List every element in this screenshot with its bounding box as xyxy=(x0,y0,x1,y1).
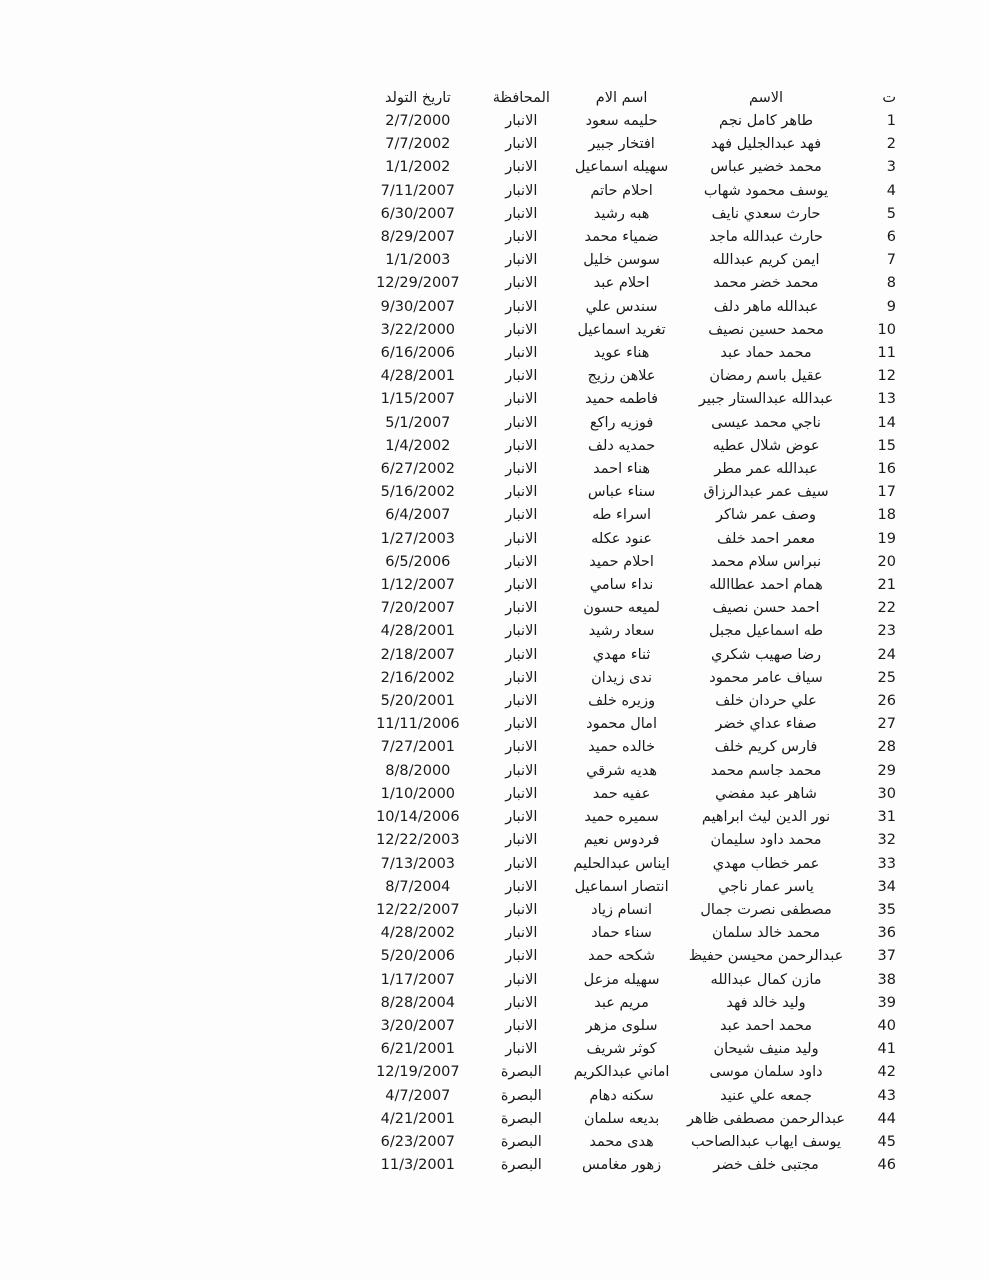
table-row xyxy=(355,272,900,295)
cell-mother-name: احلام حميد xyxy=(589,553,654,570)
cell-no: 12 xyxy=(877,368,896,385)
table-row xyxy=(355,876,900,899)
cell-birth-date: 8/8/2000 xyxy=(385,762,451,779)
cell-name: سيف عمر عبدالرزاق xyxy=(703,484,829,501)
cell-mother-name: سناء حماد xyxy=(591,925,652,942)
cell-no: 29 xyxy=(877,762,896,779)
cell-no: 21 xyxy=(877,577,896,594)
table-row xyxy=(355,922,900,945)
table-row xyxy=(355,1131,900,1154)
cell-governorate: الانبار xyxy=(505,669,538,686)
cell-governorate: الانبار xyxy=(505,113,538,129)
cell-mother-name: سكنه دهام xyxy=(589,1087,654,1104)
cell-no: 27 xyxy=(877,716,896,733)
cell-birth-date: 7/27/2001 xyxy=(380,739,456,756)
cell-no: 45 xyxy=(877,1133,896,1150)
cell-no: 44 xyxy=(877,1110,896,1127)
cell-governorate: الانبار xyxy=(505,600,538,617)
cell-name: محمد حماد عبد xyxy=(720,345,812,362)
cell-mother-name: زهور مغامس xyxy=(581,1157,662,1174)
cell-name: عقيل باسم رمضان xyxy=(709,368,823,385)
cell-mother-name: هبه رشيد xyxy=(593,205,650,222)
cell-mother-name: سلوى مزهر xyxy=(585,1017,658,1034)
cell-name: وصف عمر شاكر xyxy=(716,507,817,524)
table-row xyxy=(355,365,900,388)
cell-no: 26 xyxy=(877,693,896,710)
cell-governorate: الانبار xyxy=(505,971,538,988)
cell-no: 43 xyxy=(877,1087,896,1104)
table-row xyxy=(355,1154,900,1177)
cell-mother-name: ضمياء محمد xyxy=(584,229,659,246)
cell-mother-name: امال محمود xyxy=(586,716,657,733)
cell-name: نبراس سلام محمد xyxy=(710,553,822,570)
table-row xyxy=(355,736,900,759)
cell-mother-name: سهيله مزعل xyxy=(583,971,660,988)
cell-no: 37 xyxy=(877,948,896,965)
cell-governorate: الانبار xyxy=(505,878,538,895)
table-row xyxy=(355,249,900,272)
cell-mother-name: سعاد رشيد xyxy=(588,623,655,640)
cell-birth-date: 1/12/2007 xyxy=(380,577,456,594)
cell-governorate: الانبار xyxy=(505,159,538,176)
cell-governorate: الانبار xyxy=(505,136,538,153)
cell-governorate: الانبار xyxy=(505,345,538,362)
cell-mother-name: فردوس نعيم xyxy=(583,832,660,849)
cell-birth-date: 1/10/2000 xyxy=(380,785,456,802)
cell-governorate: الانبار xyxy=(505,785,538,802)
table-row xyxy=(355,435,900,458)
cell-birth-date: 10/14/2006 xyxy=(376,809,460,826)
cell-no: 34 xyxy=(877,878,896,895)
cell-governorate: الانبار xyxy=(505,275,538,292)
cell-governorate: الانبار xyxy=(505,553,538,570)
cell-name: وليد خالد فهد xyxy=(726,994,806,1011)
cell-birth-date: 1/1/2002 xyxy=(385,159,451,176)
cell-mother-name: سوسن خليل xyxy=(583,252,660,269)
cell-name: معمر احمد خلف xyxy=(716,530,816,547)
cell-mother-name: تغريد اسماعيل xyxy=(577,321,666,338)
cell-mother-name: سهيله اسماعيل xyxy=(574,159,669,176)
cell-no: 40 xyxy=(877,1017,896,1034)
cell-governorate: الانبار xyxy=(505,855,538,872)
table-row xyxy=(355,1085,900,1108)
table-row xyxy=(355,574,900,597)
cell-governorate: الانبار xyxy=(505,762,538,779)
cell-birth-date: 1/15/2007 xyxy=(380,391,456,408)
cell-birth-date: 6/21/2001 xyxy=(380,1041,456,1058)
cell-no: 33 xyxy=(877,855,896,872)
cell-birth-date: 6/16/2006 xyxy=(380,345,456,362)
cell-no: 28 xyxy=(877,739,896,756)
cell-name: حارث عبدالله ماجد xyxy=(709,229,823,246)
cell-name: جمعه علي عنيد xyxy=(720,1087,812,1104)
table-row xyxy=(355,203,900,226)
cell-name: عمر خطاب مهدي xyxy=(712,855,820,872)
table-row xyxy=(355,504,900,527)
cell-governorate: الانبار xyxy=(505,693,538,710)
table-row xyxy=(355,528,900,551)
cell-mother-name: عفيه حمد xyxy=(592,785,651,802)
cell-birth-date: 6/4/2007 xyxy=(385,507,451,524)
cell-name: شاهر عبد مفضي xyxy=(715,785,817,802)
cell-name: محمد داود سليمان xyxy=(710,832,822,849)
table-row xyxy=(355,133,900,156)
cell-name: فارس كريم خلف xyxy=(714,739,818,756)
cell-birth-date: 6/27/2002 xyxy=(380,461,456,478)
cell-mother-name: سميره حميد xyxy=(584,809,659,826)
cell-mother-name: مريم عبد xyxy=(594,994,649,1011)
cell-name: احمد حسن نصيف xyxy=(712,600,820,617)
cell-name: ياسر عمار ناجي xyxy=(718,878,814,895)
cell-mother-name: بديعه سلمان xyxy=(583,1110,660,1127)
cell-name: عوض شلال عطيه xyxy=(712,437,820,454)
cell-name: صفاء عداي خضر xyxy=(715,716,817,733)
cell-no: 9 xyxy=(886,298,896,315)
cell-name: علي حردان خلف xyxy=(715,693,817,710)
cell-name: يوسف ايهاب عبدالصاحب xyxy=(691,1133,842,1150)
table-row xyxy=(355,992,900,1015)
cell-mother-name: كوثر شريف xyxy=(586,1041,657,1058)
cell-governorate: الانبار xyxy=(505,414,538,431)
cell-birth-date: 12/22/2007 xyxy=(376,901,460,918)
cell-governorate: الانبار xyxy=(505,321,538,338)
cell-mother-name: هناء احمد xyxy=(593,461,650,478)
cell-governorate: الانبار xyxy=(505,901,538,918)
table-row xyxy=(355,388,900,411)
cell-mother-name: هديه شرقي xyxy=(586,762,657,779)
table-row xyxy=(355,180,900,203)
cell-no: 8 xyxy=(886,275,896,292)
cell-no: 35 xyxy=(877,901,896,918)
cell-mother-name: احلام عبد xyxy=(593,275,650,292)
cell-birth-date: 2/7/2000 xyxy=(385,113,451,129)
cell-governorate: الانبار xyxy=(505,994,538,1011)
table-row xyxy=(355,481,900,504)
cell-mother-name: سناء عباس xyxy=(587,484,656,501)
cell-name: محمد احمد عبد xyxy=(720,1017,813,1034)
table-row xyxy=(355,969,900,992)
cell-mother-name: ندى زيدان xyxy=(591,669,653,686)
cell-no: 41 xyxy=(877,1041,896,1058)
cell-mother-name: لميعه حسون xyxy=(583,600,660,617)
cell-governorate: الانبار xyxy=(505,577,538,594)
cell-name: مصطفى نصرت جمال xyxy=(700,901,832,918)
table-header xyxy=(355,86,900,110)
cell-governorate: الانبار xyxy=(505,832,538,849)
cell-no: 32 xyxy=(877,832,896,849)
cell-governorate: الانبار xyxy=(505,229,538,246)
cell-no: 22 xyxy=(877,600,896,617)
cell-mother-name: علاهن رزيج xyxy=(587,368,656,385)
cell-no: 15 xyxy=(877,437,896,454)
cell-birth-date: 12/22/2003 xyxy=(376,832,460,849)
cell-birth-date: 3/20/2007 xyxy=(380,1017,456,1034)
cell-no: 1 xyxy=(886,113,896,129)
cell-birth-date: 6/30/2007 xyxy=(380,205,456,222)
cell-name: مجتبى خلف خضر xyxy=(713,1157,819,1174)
cell-governorate: البصرة xyxy=(500,1110,542,1127)
cell-mother-name: ايناس عبدالحليم xyxy=(573,855,670,872)
table-row xyxy=(355,690,900,713)
cell-governorate: الانبار xyxy=(505,461,538,478)
header-row xyxy=(355,86,900,110)
roster-table xyxy=(355,86,900,1177)
cell-birth-date: 3/22/2000 xyxy=(380,321,456,338)
table-row xyxy=(355,899,900,922)
cell-birth-date: 6/5/2006 xyxy=(385,553,451,570)
cell-birth-date: 1/4/2002 xyxy=(385,437,451,454)
cell-birth-date: 5/16/2002 xyxy=(380,484,456,501)
cell-name: محمد خضير عباس xyxy=(710,159,822,176)
cell-birth-date: 4/28/2001 xyxy=(380,623,456,640)
table-row xyxy=(355,597,900,620)
cell-mother-name: انتصار اسماعيل xyxy=(574,878,669,895)
cell-name: فهد عبدالجليل فهد xyxy=(710,136,822,153)
cell-birth-date: 5/20/2001 xyxy=(380,693,456,710)
cell-birth-date: 7/20/2007 xyxy=(380,600,456,617)
cell-birth-date: 2/16/2002 xyxy=(380,669,456,686)
cell-governorate: الانبار xyxy=(505,739,538,756)
cell-governorate: الانبار xyxy=(505,368,538,385)
cell-name: عبدالله عبدالستار جبير xyxy=(698,391,834,408)
cell-name: داود سلمان موسى xyxy=(709,1064,823,1081)
table-row xyxy=(355,667,900,690)
cell-mother-name: افتخار جبير xyxy=(588,136,655,153)
cell-governorate: الانبار xyxy=(505,182,538,199)
table-row xyxy=(355,853,900,876)
header-name: الاسم xyxy=(748,90,784,106)
cell-no: 24 xyxy=(877,646,896,663)
table-row xyxy=(355,620,900,643)
cell-birth-date: 8/28/2004 xyxy=(380,994,456,1011)
cell-birth-date: 4/28/2001 xyxy=(380,368,456,385)
cell-mother-name: انسام زياد xyxy=(591,901,653,918)
cell-no: 42 xyxy=(877,1064,896,1081)
cell-mother-name: وزيره خلف xyxy=(588,693,656,710)
cell-no: 19 xyxy=(877,530,896,547)
cell-governorate: البصرة xyxy=(500,1133,542,1150)
cell-no: 20 xyxy=(877,553,896,570)
cell-governorate: الانبار xyxy=(505,948,538,965)
cell-mother-name: حليمه سعود xyxy=(585,113,658,129)
cell-birth-date: 8/29/2007 xyxy=(380,229,456,246)
cell-no: 17 xyxy=(877,484,896,501)
cell-mother-name: احلام حاتم xyxy=(590,182,653,199)
cell-birth-date: 1/1/2003 xyxy=(385,252,451,269)
cell-mother-name: هناء عويد xyxy=(593,345,650,362)
cell-no: 23 xyxy=(877,623,896,640)
cell-birth-date: 11/11/2006 xyxy=(376,716,460,733)
header-mother-name: اسم الام xyxy=(595,90,648,106)
cell-no: 36 xyxy=(877,925,896,942)
table-row xyxy=(355,644,900,667)
cell-name: محمد حسين نصيف xyxy=(708,321,824,338)
table-row xyxy=(355,551,900,574)
cell-mother-name: اسراء طه xyxy=(592,507,652,524)
cell-name: وليد منيف شيحان xyxy=(713,1041,819,1058)
cell-no: 2 xyxy=(886,136,896,153)
cell-governorate: الانبار xyxy=(505,391,538,408)
cell-no: 10 xyxy=(877,321,896,338)
cell-birth-date: 7/7/2002 xyxy=(385,136,451,153)
table-row xyxy=(355,319,900,342)
cell-birth-date: 12/29/2007 xyxy=(376,275,460,292)
cell-name: عبدالرحمن مصطفى ظاهر xyxy=(687,1110,845,1127)
cell-name: عبدالله عمر مطر xyxy=(714,461,818,478)
cell-no: 4 xyxy=(886,182,896,199)
cell-name: عبدالله ماهر دلف xyxy=(713,298,819,315)
cell-mother-name: ثناء مهدي xyxy=(592,646,651,663)
cell-name: محمد خضر محمد xyxy=(713,275,819,292)
cell-governorate: الانبار xyxy=(505,1017,538,1034)
cell-governorate: الانبار xyxy=(505,1041,538,1058)
cell-no: 39 xyxy=(877,994,896,1011)
table-row xyxy=(355,760,900,783)
table-row xyxy=(355,1038,900,1061)
cell-governorate: البصرة xyxy=(500,1157,542,1174)
cell-birth-date: 4/7/2007 xyxy=(385,1087,451,1104)
cell-governorate: الانبار xyxy=(505,646,538,663)
table-row xyxy=(355,1061,900,1084)
cell-no: 6 xyxy=(886,229,896,246)
cell-birth-date: 9/30/2007 xyxy=(380,298,456,315)
cell-no: 38 xyxy=(877,971,896,988)
cell-governorate: الانبار xyxy=(505,298,538,315)
cell-name: حارث سعدي نايف xyxy=(711,205,821,222)
cell-governorate: الانبار xyxy=(505,623,538,640)
cell-no: 18 xyxy=(877,507,896,524)
table-row xyxy=(355,458,900,481)
cell-governorate: الانبار xyxy=(505,507,538,524)
cell-birth-date: 7/11/2007 xyxy=(380,182,456,199)
cell-birth-date: 8/7/2004 xyxy=(385,878,451,895)
cell-no: 13 xyxy=(877,391,896,408)
cell-governorate: البصرة xyxy=(500,1064,542,1081)
cell-governorate: الانبار xyxy=(505,252,538,269)
cell-mother-name: خالده حميد xyxy=(588,739,656,756)
cell-birth-date: 1/17/2007 xyxy=(380,971,456,988)
cell-birth-date: 7/13/2003 xyxy=(380,855,456,872)
table-row xyxy=(355,412,900,435)
table-row xyxy=(355,829,900,852)
cell-mother-name: سندس علي xyxy=(585,298,658,315)
table-row xyxy=(355,226,900,249)
cell-mother-name: اماني عبدالكريم xyxy=(573,1064,670,1081)
cell-name: طاهر كامل نجم xyxy=(719,113,813,129)
cell-birth-date: 5/1/2007 xyxy=(385,414,451,431)
cell-no: 25 xyxy=(877,669,896,686)
table-row xyxy=(355,713,900,736)
cell-no: 5 xyxy=(886,205,896,222)
cell-birth-date: 5/20/2006 xyxy=(380,948,456,965)
cell-birth-date: 12/19/2007 xyxy=(376,1064,460,1081)
cell-governorate: الانبار xyxy=(505,530,538,547)
table-row xyxy=(355,1015,900,1038)
cell-governorate: الانبار xyxy=(505,925,538,942)
cell-mother-name: حمديه دلف xyxy=(587,437,656,454)
cell-no: 16 xyxy=(877,461,896,478)
cell-mother-name: فاطمه حميد xyxy=(585,391,659,408)
cell-name: يوسف محمود شهاب xyxy=(703,182,829,199)
cell-no: 14 xyxy=(877,414,896,431)
cell-mother-name: هدى محمد xyxy=(589,1133,654,1150)
table-row xyxy=(355,945,900,968)
cell-governorate: الانبار xyxy=(505,484,538,501)
header-no: ت xyxy=(882,90,896,106)
cell-name: طه اسماعيل مجبل xyxy=(709,623,824,640)
table-row xyxy=(355,110,900,133)
cell-birth-date: 11/3/2001 xyxy=(380,1157,456,1174)
cell-birth-date: 1/27/2003 xyxy=(380,530,456,547)
cell-mother-name: نداء سامي xyxy=(589,577,654,594)
header-governorate: المحافظة xyxy=(492,90,550,106)
cell-governorate: الانبار xyxy=(505,716,538,733)
cell-birth-date: 4/28/2002 xyxy=(380,925,456,942)
cell-governorate: الانبار xyxy=(505,437,538,454)
cell-governorate: البصرة xyxy=(500,1087,542,1104)
cell-name: ناجي محمد عيسى xyxy=(711,414,821,431)
cell-birth-date: 4/21/2001 xyxy=(380,1110,456,1127)
table-row xyxy=(355,296,900,319)
cell-no: 46 xyxy=(877,1157,896,1174)
cell-name: ايمن كريم عبدالله xyxy=(712,252,820,269)
cell-birth-date: 2/18/2007 xyxy=(380,646,456,663)
cell-no: 31 xyxy=(877,809,896,826)
cell-mother-name: عنود عكله xyxy=(591,530,652,547)
cell-name: همام احمد عطاالله xyxy=(709,577,823,594)
table-row xyxy=(355,1108,900,1131)
table-row xyxy=(355,342,900,365)
cell-name: محمد جاسم محمد xyxy=(710,762,822,779)
cell-no: 7 xyxy=(886,252,896,269)
cell-name: نور الدين ليث ابراهيم xyxy=(701,809,831,826)
cell-name: عبدالرحمن محيسن حفيظ xyxy=(688,948,844,965)
table-row xyxy=(355,156,900,179)
table-row xyxy=(355,806,900,829)
cell-name: سياف عامر محمود xyxy=(709,669,823,686)
header-birth-date: تاريخ التولد xyxy=(384,90,451,106)
cell-mother-name: فوزيه راكع xyxy=(589,414,654,431)
cell-mother-name: شكحه حمد xyxy=(588,948,655,965)
cell-name: رضا صهيب شكري xyxy=(710,646,822,663)
cell-no: 11 xyxy=(877,345,896,362)
cell-governorate: الانبار xyxy=(505,205,538,222)
cell-no: 30 xyxy=(877,785,896,802)
cell-name: مازن كمال عبدالله xyxy=(710,971,822,988)
table-body xyxy=(355,110,900,1177)
cell-name: محمد خالد سلمان xyxy=(711,925,821,942)
table-row xyxy=(355,783,900,806)
cell-birth-date: 6/23/2007 xyxy=(380,1133,456,1150)
cell-governorate: الانبار xyxy=(505,809,538,826)
cell-no: 3 xyxy=(886,159,896,176)
